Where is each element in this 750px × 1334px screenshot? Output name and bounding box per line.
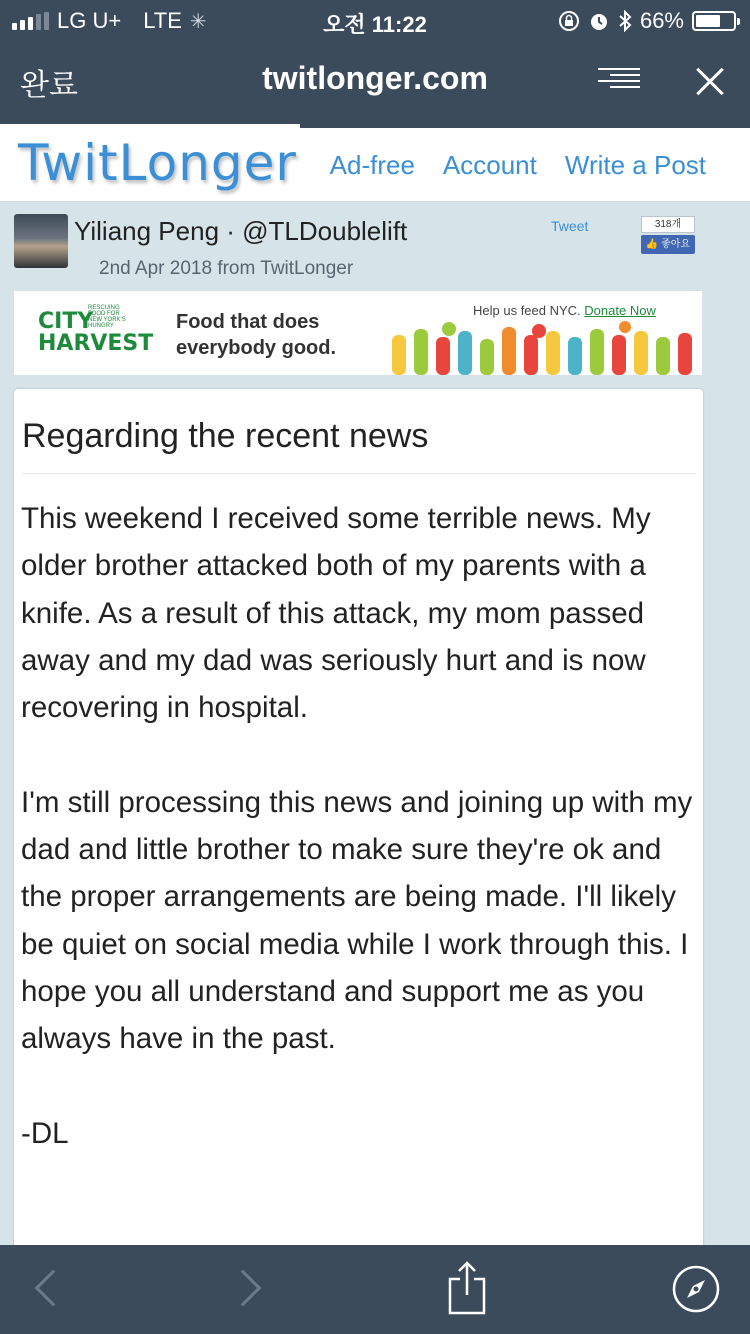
- site-nav: [330, 150, 706, 181]
- close-icon[interactable]: [690, 62, 730, 102]
- ad-tagline: [176, 309, 336, 361]
- signal-icon: [12, 12, 49, 30]
- done-button[interactable]: 완료: [20, 69, 78, 102]
- post-signature: -DL: [21, 1116, 69, 1150]
- ad-tagline-line2: everybody good.: [176, 337, 337, 359]
- post-paragraph: I'm still processing this news and joining up with my dad and little brother to make sure they're ok and the proper arrangements are being made. I'll likely be quiet on social media while I work through this. I hope you all understand and support me as you always have in the past.: [21, 785, 693, 1056]
- facebook-like-widget[interactable]: [641, 216, 695, 254]
- loading-spinner-icon: ✳: [189, 10, 207, 33]
- ad-tagline-line1: Food that does: [176, 311, 320, 333]
- ad-help-text: [473, 303, 656, 318]
- url-display: twitlonger.com: [262, 60, 488, 96]
- battery-fill: [696, 15, 720, 27]
- post-body: [21, 495, 701, 1204]
- compass-icon[interactable]: [672, 1265, 720, 1313]
- ad-logo-line2: HARVEST: [38, 331, 154, 356]
- battery-percent: 66%: [639, 8, 684, 33]
- ad-donate-link[interactable]: Donate Now: [584, 303, 656, 318]
- back-icon[interactable]: [35, 1270, 72, 1307]
- ad-hands-illustration: [374, 321, 702, 375]
- rotation-lock-icon: [558, 10, 580, 32]
- menu-icon[interactable]: [598, 68, 640, 96]
- like-label: 좋아요: [661, 239, 691, 250]
- share-icon[interactable]: [447, 1261, 487, 1315]
- nav-write-post[interactable]: Write a Post: [564, 150, 706, 180]
- post-paragraph: This weekend I received some terrible news. My older brother attacked both of my parents with a knife. As a result of this attack, my mom passed away and my dad was seriously hurt and is now recovering in hospital.: [21, 502, 651, 725]
- browser-toolbar: [0, 1245, 750, 1334]
- browser-header: [0, 40, 750, 128]
- post-card: [14, 389, 703, 1259]
- status-bar: [0, 0, 750, 40]
- status-time: 오전 11:22: [323, 12, 427, 37]
- bluetooth-icon: [618, 10, 632, 32]
- like-button[interactable]: [641, 235, 695, 254]
- like-count: 318개: [641, 216, 695, 233]
- title-divider: [22, 473, 696, 474]
- forward-icon[interactable]: [225, 1270, 262, 1307]
- nav-ad-free[interactable]: Ad-free: [329, 150, 415, 180]
- ad-logo-line1: CITY: [38, 309, 94, 334]
- tweet-button[interactable]: Tweet: [551, 218, 589, 234]
- site-logo[interactable]: TwitLonger: [18, 134, 297, 192]
- avatar[interactable]: [14, 214, 68, 268]
- author-name[interactable]: Yiliang Peng · @TLDoublelift: [74, 216, 408, 246]
- battery-icon: [692, 11, 736, 31]
- status-left: [12, 8, 207, 34]
- post-date: 2nd Apr 2018 from TwitLonger: [99, 258, 354, 279]
- author-section: [0, 202, 750, 288]
- site-header: [0, 128, 750, 202]
- network-label: LTE: [143, 8, 182, 33]
- ad-help-label: Help us feed NYC.: [473, 303, 581, 318]
- alarm-icon: [588, 10, 610, 32]
- nav-account[interactable]: Account: [442, 150, 537, 180]
- carrier-label: LG U+: [57, 8, 122, 33]
- status-right: [558, 8, 736, 34]
- post-title: Regarding the recent news: [22, 417, 429, 455]
- ad-banner[interactable]: [14, 291, 702, 375]
- thumbs-up-icon: 👍: [645, 239, 659, 250]
- ad-logo-small: RESCUING FOOD FOR NEW YORK'S HUNGRY: [88, 305, 126, 329]
